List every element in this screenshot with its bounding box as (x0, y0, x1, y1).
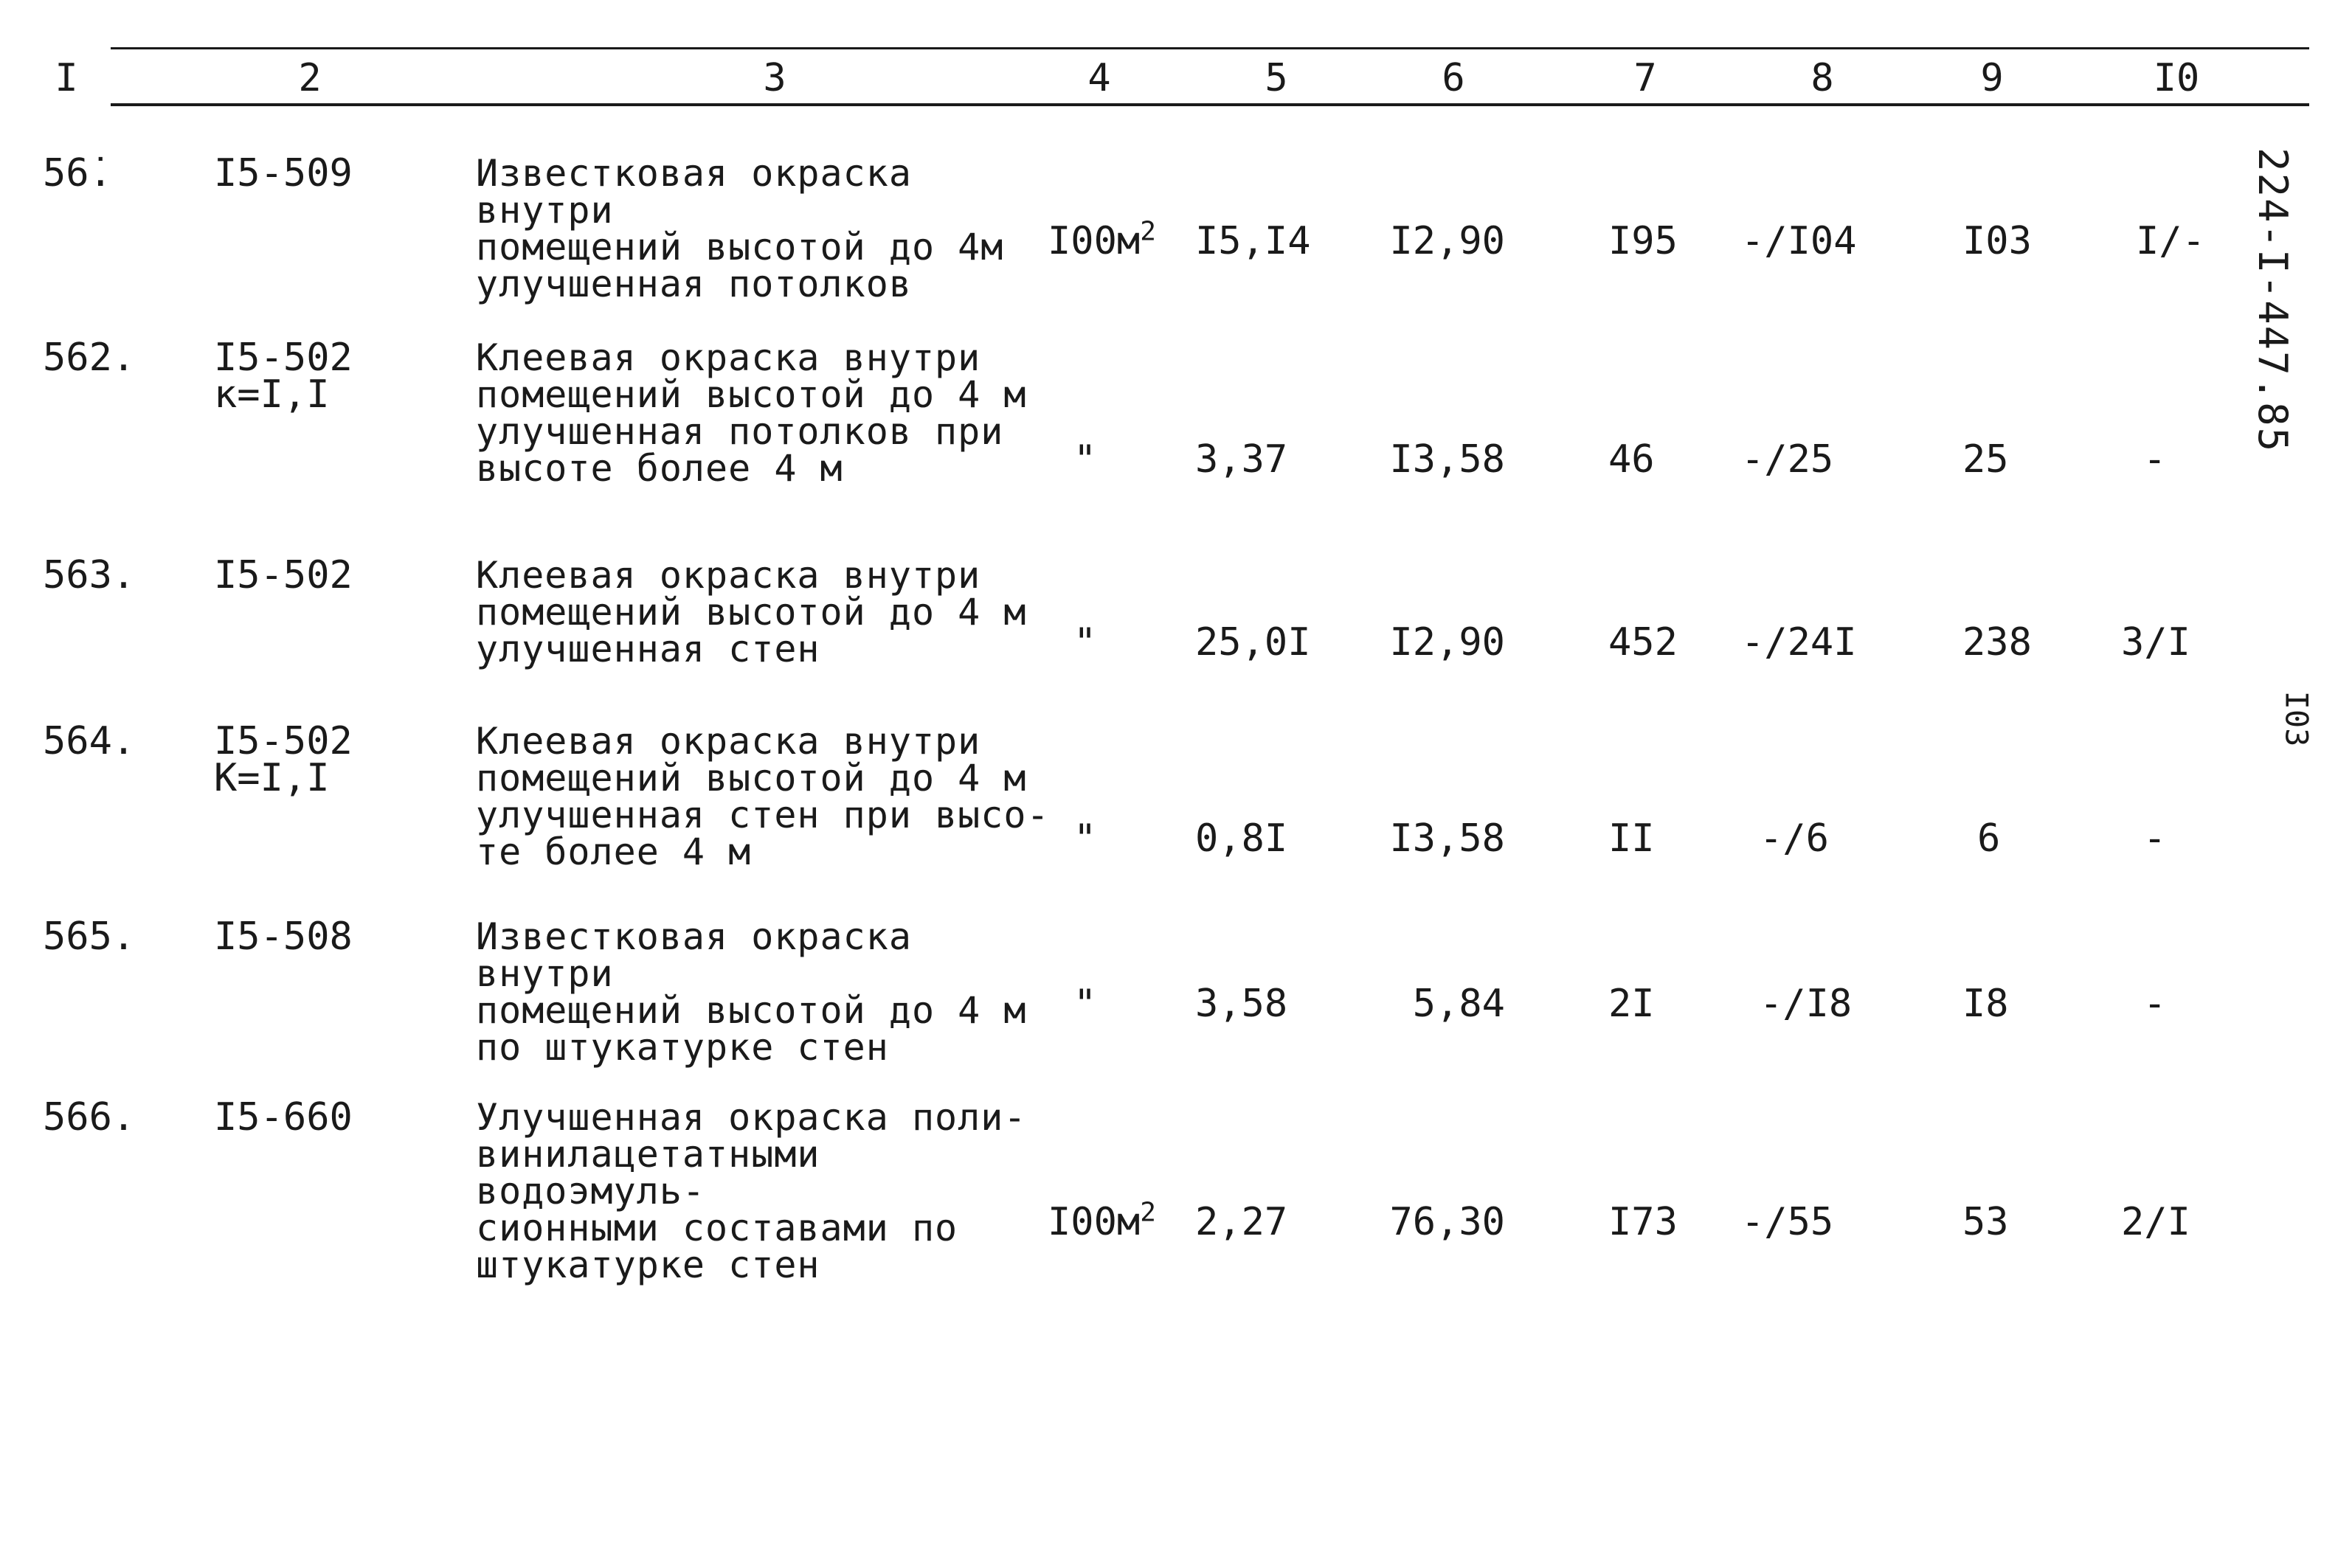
row-description: Клеевая окраска внутри помещений высотой до 4 м улучшенная стен при высо- те более 4 м (476, 720, 1050, 873)
row-number: 564. (43, 719, 136, 763)
row-col9: I03 (1962, 219, 2032, 263)
row-col10: 2/I (2121, 1200, 2190, 1244)
row-col9: 53 (1962, 1200, 2009, 1244)
row-number: 563. (43, 553, 136, 597)
row-description: Известковая окраска внутри помещений высотой до 4 м по штукатурке стен (476, 915, 1027, 1069)
row-number: 565. (43, 915, 136, 959)
row-description: Клеевая окраска внутри помещений высотой до 4 м улучшенная стен (476, 554, 1027, 670)
row-total: I95 (1608, 219, 1678, 263)
row-col10: - (2143, 816, 2167, 861)
row-coefficient: к=I,I (214, 372, 330, 417)
column-header-5: 5 (1265, 56, 1288, 100)
column-header-1: I (55, 56, 78, 100)
row-quantity: 2,27 (1195, 1200, 1288, 1244)
row-price: I3,58 (1389, 437, 1505, 482)
row-quantity: 3,37 (1195, 437, 1288, 482)
row-code: I5-502 (214, 336, 353, 380)
row-description: Известковая окраска внутри помещений высотой до 4м улучшенная потолков (476, 152, 1004, 305)
row-code: I5-660 (214, 1095, 353, 1139)
row-price: 76,30 (1389, 1200, 1505, 1244)
row-code: I5-509 (214, 151, 353, 195)
row-col10: I/- (2136, 219, 2205, 263)
row-unit: " (1073, 437, 1097, 482)
row-quantity: 0,8I (1195, 816, 1288, 861)
row-unit: $I00м^2$ (1048, 216, 1156, 263)
row-code: I5-502 (214, 719, 353, 763)
column-header-7: 7 (1633, 56, 1657, 100)
row-coefficient: К=I,I (214, 756, 330, 800)
row-unit: " (1073, 982, 1097, 1026)
row-wage: -/25 (1741, 437, 1834, 482)
row-unit: " (1073, 816, 1097, 861)
row-wage: -/I04 (1741, 219, 1857, 263)
column-header-3: 3 (763, 56, 786, 100)
column-header-9: 9 (1980, 56, 2004, 100)
document-code: 224-I-447.85 (2249, 148, 2296, 454)
row-quantity: 25,0I (1195, 620, 1311, 665)
row-col9: 6 (1977, 816, 2001, 861)
row-description: Улучшенная окраска поли- винилацетатными водоэмуль- сионными составами по штукатурке стен (476, 1096, 1027, 1286)
row-quantity: 3,58 (1195, 982, 1288, 1026)
row-quantity: I5,I4 (1195, 219, 1311, 263)
row-price: 5,84 (1412, 982, 1505, 1026)
row-price: I2,90 (1389, 219, 1505, 263)
row-price: I2,90 (1389, 620, 1505, 665)
header-top-rule (111, 47, 2309, 49)
row-description: Клеевая окраска внутри помещений высотой до 4 м улучшенная потолков при высоте более 4 м (476, 336, 1027, 490)
column-header-6: 6 (1442, 56, 1465, 100)
column-header-4: 4 (1087, 56, 1111, 100)
row-wage: -/I8 (1760, 982, 1853, 1026)
column-header-8: 8 (1810, 56, 1834, 100)
row-wage: -/24I (1741, 620, 1857, 665)
row-col10: - (2143, 982, 2167, 1026)
row-total: 46 (1608, 437, 1655, 482)
row-col9: I8 (1962, 982, 2009, 1026)
row-wage: -/6 (1760, 816, 1829, 861)
row-col9: 25 (1962, 437, 2009, 482)
row-wage: -/55 (1741, 1200, 1834, 1244)
page-number: I03 (2278, 690, 2315, 747)
row-unit: $I00м^2$ (1048, 1197, 1156, 1244)
column-header-10: I0 (2153, 56, 2200, 100)
row-number: 566. (43, 1095, 136, 1139)
row-col10: - (2143, 437, 2167, 482)
header-bottom-rule (111, 103, 2309, 106)
row-total: II (1608, 816, 1655, 861)
row-price: I3,58 (1389, 816, 1505, 861)
column-header-2: 2 (298, 56, 322, 100)
row-number: 56̇. (43, 151, 112, 195)
row-number: 562. (43, 336, 136, 380)
row-total: 2I (1608, 982, 1655, 1026)
row-total: 452 (1608, 620, 1678, 665)
row-total: I73 (1608, 1200, 1678, 1244)
row-unit: " (1073, 620, 1097, 665)
row-code: I5-508 (214, 915, 353, 959)
row-code: I5-502 (214, 553, 353, 597)
row-col10: 3/I (2121, 620, 2190, 665)
row-col9: 238 (1962, 620, 2032, 665)
